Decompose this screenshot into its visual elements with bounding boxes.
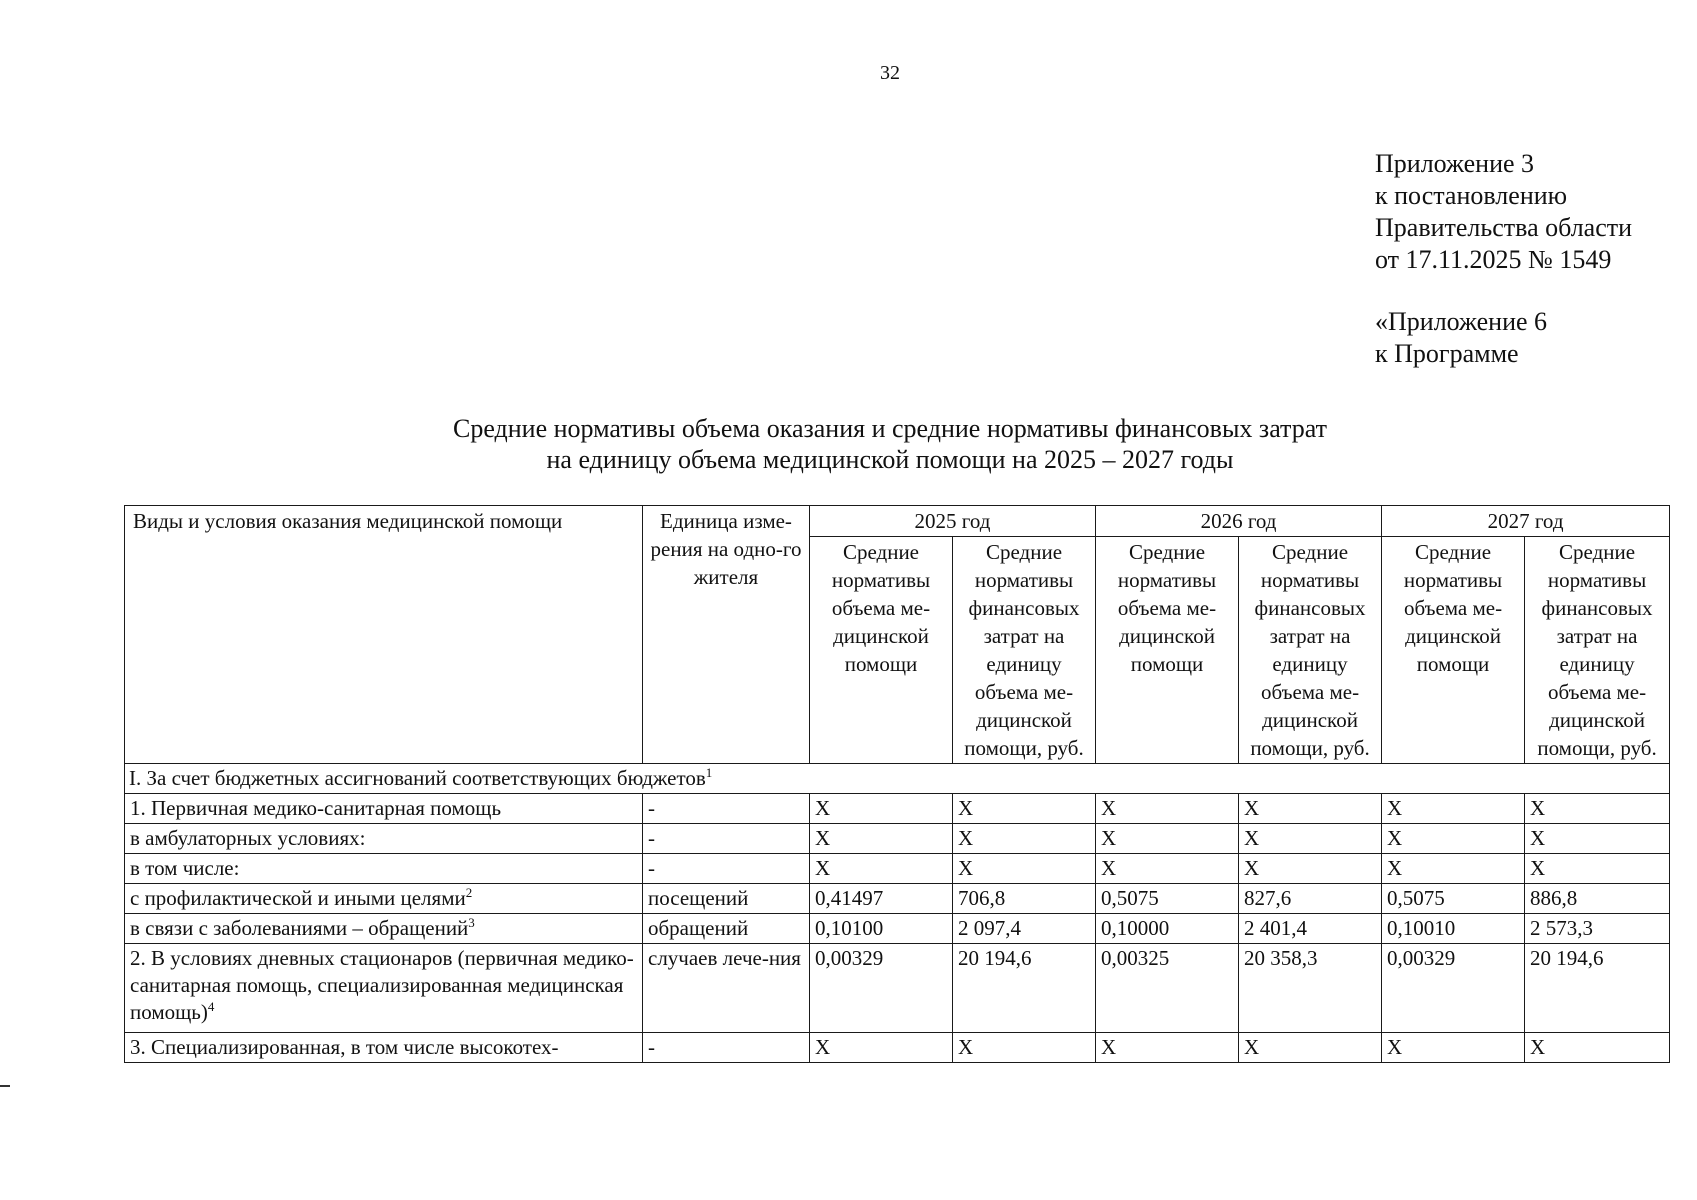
cell-value: X: [1096, 854, 1239, 884]
cell-value: 706,8: [953, 884, 1096, 914]
cell-value: X: [1239, 854, 1382, 884]
cell-value: 827,6: [1239, 884, 1382, 914]
row-name: 2. В условиях дневных стационаров (первичная медико-санитарная помощь, специализированная медицинская помощь): [130, 946, 634, 1024]
row-name: в связи с заболеваниями – обращений: [130, 916, 469, 940]
section-footnote: 1: [705, 765, 713, 780]
appendix-line: к Программе: [1375, 339, 1519, 368]
header-cost: Средние нормативы финансовых затрат на единицу объема ме-дицинской помощи, руб.: [953, 537, 1096, 764]
cell-value: 2 097,4: [953, 914, 1096, 944]
row-name-cell: [125, 1033, 643, 1063]
section-text: I. За счет бюджетных ассигнований соответствующих бюджетов: [129, 766, 706, 790]
row-footnote: 3: [468, 915, 475, 930]
table-row: [125, 824, 1670, 854]
row-footnote: 2: [465, 885, 473, 900]
row-unit: случаев лече-ния: [643, 944, 810, 1033]
row-name-cell: [125, 944, 643, 1033]
row-unit: обращений: [643, 914, 810, 944]
cell-value: X: [953, 1033, 1096, 1063]
cell-value: X: [1382, 824, 1525, 854]
appendix-line: Правительства области: [1375, 213, 1633, 242]
cell-value: 2 401,4: [1239, 914, 1382, 944]
table-row: [125, 944, 1670, 1033]
cell-value: 0,5075: [1382, 884, 1525, 914]
row-unit: -: [643, 1033, 810, 1063]
cell-value: X: [1525, 794, 1670, 824]
appendix-line: «Приложение 6: [1375, 307, 1548, 336]
document-title: [300, 413, 1480, 475]
table-row: [125, 914, 1670, 944]
cell-value: 0,00329: [810, 944, 953, 1033]
cell-value: X: [810, 794, 953, 824]
cell-value: 0,10100: [810, 914, 953, 944]
cell-value: X: [953, 794, 1096, 824]
header-cost: Средние нормативы финансовых затрат на единицу объема ме-дицинской помощи, руб.: [1525, 537, 1670, 764]
section-cell: [125, 764, 1670, 794]
header-year: 2025 год: [810, 506, 1096, 537]
cell-value: X: [1525, 824, 1670, 854]
cell-value: 0,00329: [1382, 944, 1525, 1033]
header-volume: Средние нормативы объема ме-дицинской помощи: [810, 537, 953, 764]
cell-value: 886,8: [1525, 884, 1670, 914]
row-unit: -: [643, 824, 810, 854]
header-volume: Средние нормативы объема ме-дицинской помощи: [1382, 537, 1525, 764]
cell-value: 0,41497: [810, 884, 953, 914]
cell-value: X: [953, 824, 1096, 854]
cell-value: X: [1382, 854, 1525, 884]
cell-value: X: [810, 824, 953, 854]
cell-value: X: [1239, 1033, 1382, 1063]
row-name: 1. Первичная медико-санитарная помощь: [130, 796, 502, 820]
cell-value: 20 194,6: [953, 944, 1096, 1033]
cell-value: 0,00325: [1096, 944, 1239, 1033]
cell-value: 0,10000: [1096, 914, 1239, 944]
cell-value: 2 573,3: [1525, 914, 1670, 944]
appendix-line: к постановлению: [1375, 181, 1568, 210]
cell-value: 0,10010: [1382, 914, 1525, 944]
row-unit: -: [643, 794, 810, 824]
header-cost: Средние нормативы финансовых затрат на единицу объема ме-дицинской помощи, руб.: [1239, 537, 1382, 764]
cell-value: 20 194,6: [1525, 944, 1670, 1033]
header-volume: Средние нормативы объема ме-дицинской помощи: [1096, 537, 1239, 764]
page-number: 32: [880, 62, 900, 84]
row-name: в том числе:: [130, 856, 240, 880]
cell-value: 0,5075: [1096, 884, 1239, 914]
header-unit: Единица изме-рения на одно-го жителя: [643, 506, 810, 764]
cell-value: X: [1096, 1033, 1239, 1063]
margin-mark: [0, 1085, 10, 1087]
row-name-cell: [125, 914, 643, 944]
cell-value: X: [1096, 794, 1239, 824]
cell-value: X: [1525, 854, 1670, 884]
header-year: 2027 год: [1382, 506, 1670, 537]
header-kind: Виды и условия оказания медицинской помощи: [125, 506, 643, 764]
cell-value: X: [810, 854, 953, 884]
cell-value: X: [1382, 1033, 1525, 1063]
title-line-2: на единицу объема медицинской помощи на 2025 – 2027 годы: [546, 445, 1234, 474]
cell-value: X: [1382, 794, 1525, 824]
table-row: [125, 794, 1670, 824]
cell-value: X: [1239, 824, 1382, 854]
header-year: 2026 год: [1096, 506, 1382, 537]
cell-value: X: [810, 1033, 953, 1063]
cell-value: X: [1525, 1033, 1670, 1063]
row-name: 3. Специализированная, в том числе высокотех-: [130, 1035, 559, 1059]
title-line-1: Средние нормативы объема оказания и средние нормативы финансовых затрат: [453, 414, 1327, 443]
row-name-cell: [125, 824, 643, 854]
row-name: в амбулаторных условиях:: [130, 826, 366, 850]
cell-value: 20 358,3: [1239, 944, 1382, 1033]
row-unit: -: [643, 854, 810, 884]
cell-value: X: [953, 854, 1096, 884]
row-name: с профилактической и иными целями: [130, 886, 466, 910]
row-footnote: 4: [207, 999, 215, 1014]
norms-table: [124, 505, 1670, 1063]
table-row: [125, 884, 1670, 914]
row-name-cell: [125, 854, 643, 884]
table-row: [125, 854, 1670, 884]
appendix-line: Приложение 3: [1375, 149, 1535, 178]
row-name-cell: [125, 884, 643, 914]
row-unit: посещений: [643, 884, 810, 914]
cell-value: X: [1096, 824, 1239, 854]
appendix-line: от 17.11.2025 № 1549: [1375, 245, 1612, 274]
row-name-cell: [125, 794, 643, 824]
table-row: [125, 1033, 1670, 1063]
section-row: [125, 764, 1670, 794]
cell-value: X: [1239, 794, 1382, 824]
appendix-block: [1375, 148, 1632, 370]
